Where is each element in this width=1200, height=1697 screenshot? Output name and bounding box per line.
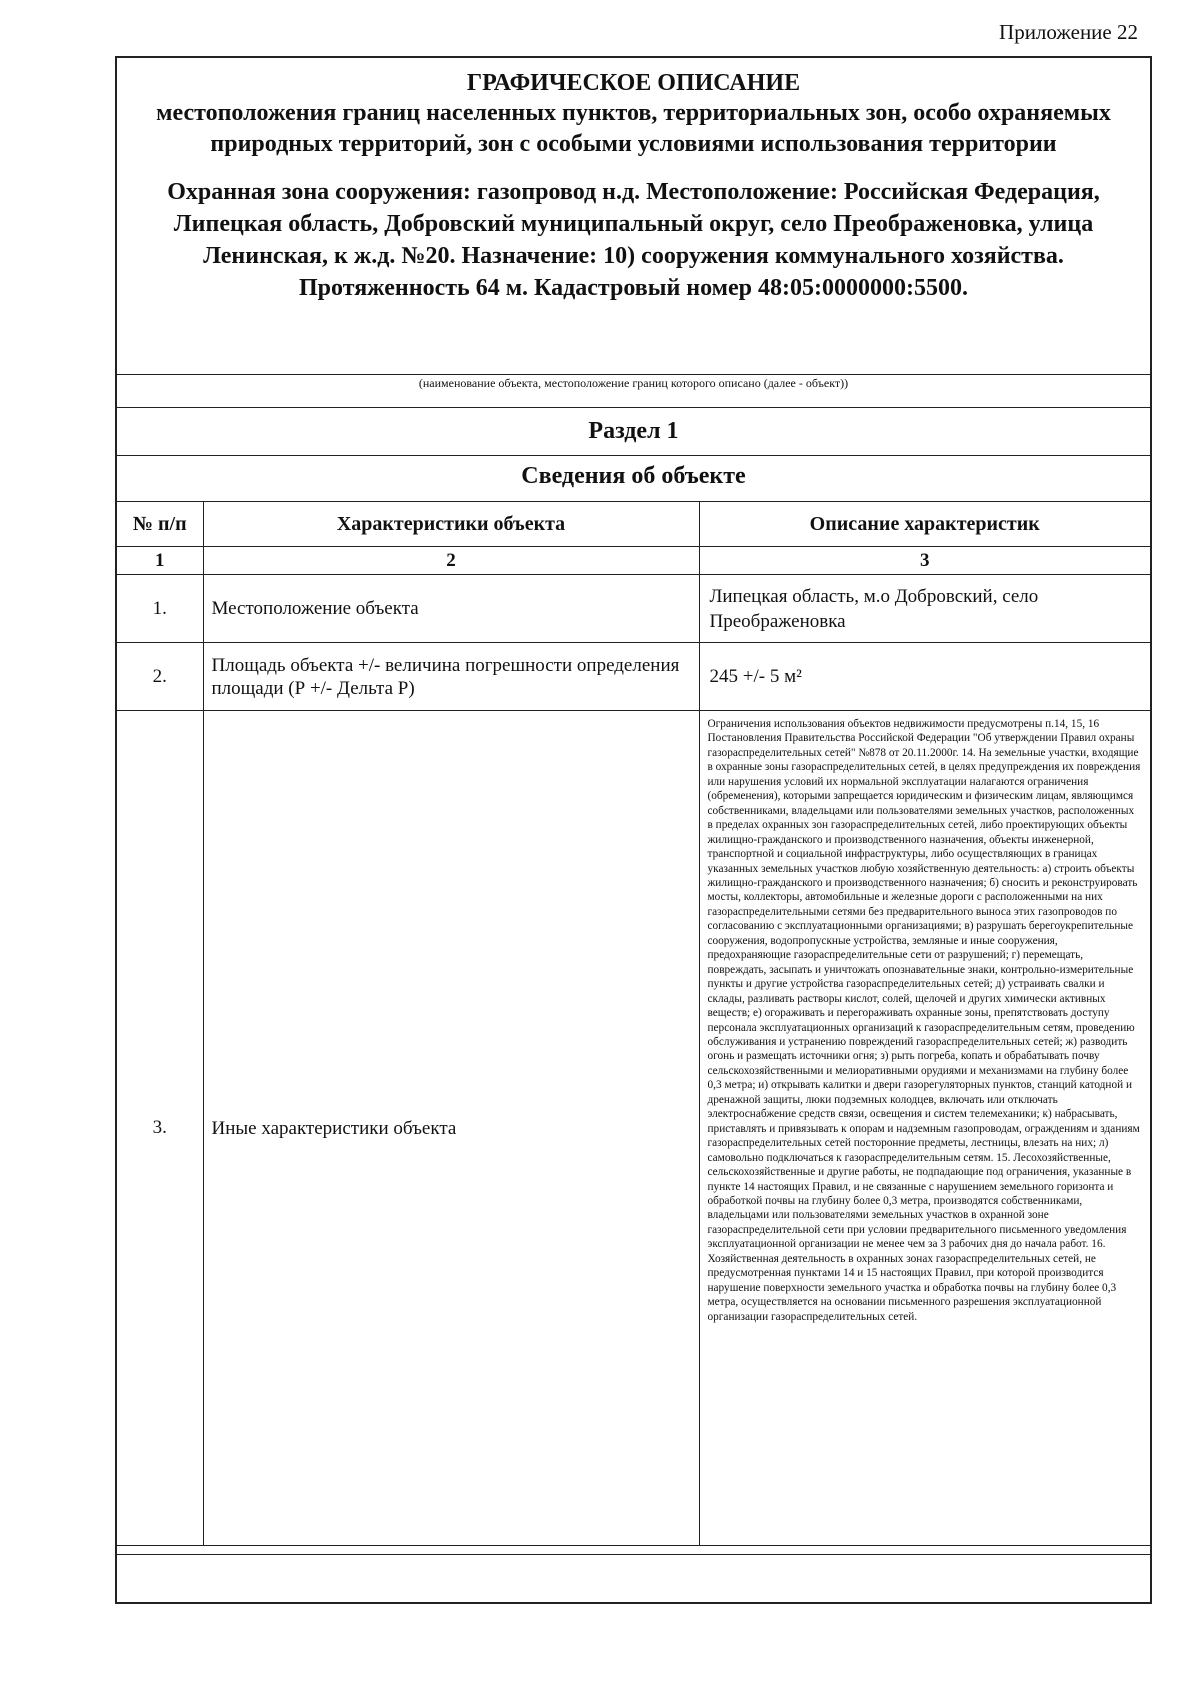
divider <box>117 455 1150 456</box>
document-header <box>117 58 1150 373</box>
row-description: Ограничения использования объектов недвижимости предусмотрены п.14, 15, 16 Постановления Правительства Российской Федерации "Об утверждении Правил охраны газораспределительных сетей" №878 от 20.11.2000г. 14. На земельные участки, входящие в охранные зоны газораспределительных сетей, в целях предупреждения их повреждения или нарушения условий их нормальной эксплуатации налагаются ограничения (обременения), которыми запрещается юридическим и физическим лицам, являющимся собственниками, владельцами или пользователями земельных участков, расположенных в пределах охранных зон газораспределительных сетей, либо проектирующих объекты жилищно-гражданского и производственного назначения, объекты инженерной, транспортной и социальной инфраструктуры, либо осуществляющих в границах указанных земельных участков любую хозяйственную деятельность: а) строить объекты жилищно-гражданского и производственного назначения; б) сносить и реконструировать мосты, коллекторы, автомобильные и железные дороги с расположенными на них газораспределительными сетями без предварительного выноса этих газопроводов по согласованию с эксплуатационными организациями; в) разрушать берегоукрепительные сооружения, водопропускные устройства, земляные и иные сооружения, предохраняющие газораспределительные сети от разрушений; г) перемещать, повреждать, засыпать и уничтожать опознавательные знаки, контрольно-измерительные пункты и другие устройства газораспределительных сетей; д) устраивать свалки и склады, разливать растворы кислот, солей, щелочей и других химически активных веществ; е) огораживать и перегораживать охранные зоны, препятствовать доступу персонала эксплуатационных организаций к газораспределительным сетям, проведению обслуживания и устранению повреждений газораспределительных сетей; ж) разводить огонь и размещать источники огня; з) рыть погреба, копать и обрабатывать почву сельскохозяйственными и мелиоративными орудиями и механизмами на глубину более 0,3 метра; и) открывать калитки и двери газорегуляторных пунктов, станций катодной и дренажной защиты, люки подземных колодцев, включать или отключать электроснабжение средств связи, освещения и систем телемеханики; к) набрасывать, приставлять и привязывать к опорам и надземным газопроводам, ограждениям и зданиям газораспределительных сетей посторонние предметы, лестницы, влезать на них; л) самовольно подключаться к газораспределительным сетям. 15. Лесохозяйственные, сельскохозяйственные и другие работы, не подпадающие под ограничения, указанные в пункте 14 настоящих Правил, и не связанные с нарушением земельного горизонта и обработкой почвы на глубину более 0,3 метра, производятся собственниками, владельцами или пользователями земельных участков в охранной зоне газораспределительной сети при условии предварительного письменного уведомления эксплуатационной организации не менее чем за 3 рабочих дня до начала работ. 16. Хозяйственная деятельность в охранных зонах газораспределительных сетей, не предусмотренная пунктами 14 и 15 настоящих Правил, при которой производится нарушение поверхности земельного участка и обработка почвы на глубину более 0,3 метра, осуществляется на основании письменного разрешения эксплуатационной организации газораспределительных сетей. <box>699 711 1150 1546</box>
table-row <box>117 575 1150 643</box>
divider <box>117 374 1150 375</box>
object-name: Охранная зона сооружения: газопровод н.д. Местоположение: Российская Федерация, Липецкая область, Добровский муниципальный округ, село Преображеновка, улица Ленинская, к ж.д. №20. Назначение: 10) сооружения коммунального хозяйства. Протяженность 64 м. Кадастровый номер 48:05:0000000:5500. <box>167 179 1100 301</box>
row-characteristic: Иные характеристики объекта <box>203 711 699 1546</box>
appendix-label: Приложение 22 <box>999 20 1138 44</box>
row-description: Липецкая область, м.о Добровский, село Преображеновка <box>699 575 1150 643</box>
column-number: 1 <box>117 547 203 575</box>
column-number: 2 <box>203 547 699 575</box>
row-number: 1. <box>117 575 203 643</box>
row-number: 2. <box>117 643 203 711</box>
object-info-table <box>117 501 1150 1546</box>
row-number: 3. <box>117 711 203 1546</box>
column-header: № п/п <box>117 502 203 547</box>
divider <box>117 407 1150 408</box>
column-number-row <box>117 547 1150 575</box>
section-subtitle: Сведения об объекте <box>521 463 746 489</box>
column-header: Описание характеристик <box>699 502 1150 547</box>
table-row <box>117 643 1150 711</box>
document-title: ГРАФИЧЕСКОЕ ОПИСАНИЕ <box>466 70 801 96</box>
column-number: 3 <box>699 547 1150 575</box>
object-caption: (наименование объекта, местоположение границ которого описано (далее - объект)) <box>418 376 849 390</box>
document-frame <box>115 56 1152 1604</box>
section-title: Раздел 1 <box>588 418 679 444</box>
row-description: 245 +/- 5 м² <box>699 643 1150 711</box>
divider <box>117 1554 1150 1555</box>
table-row <box>117 711 1150 1546</box>
table-header-row <box>117 502 1150 547</box>
row-characteristic: Площадь объекта +/- величина погрешности определения площади (Р +/- Дельта Р) <box>203 643 699 711</box>
document-subtitle: местоположения границ населенных пунктов, территориальных зон, особо охраняемых природных территорий, зон с особыми условиями использования территории <box>156 100 1111 157</box>
column-header: Характеристики объекта <box>203 502 699 547</box>
row-characteristic: Местоположение объекта <box>203 575 699 643</box>
